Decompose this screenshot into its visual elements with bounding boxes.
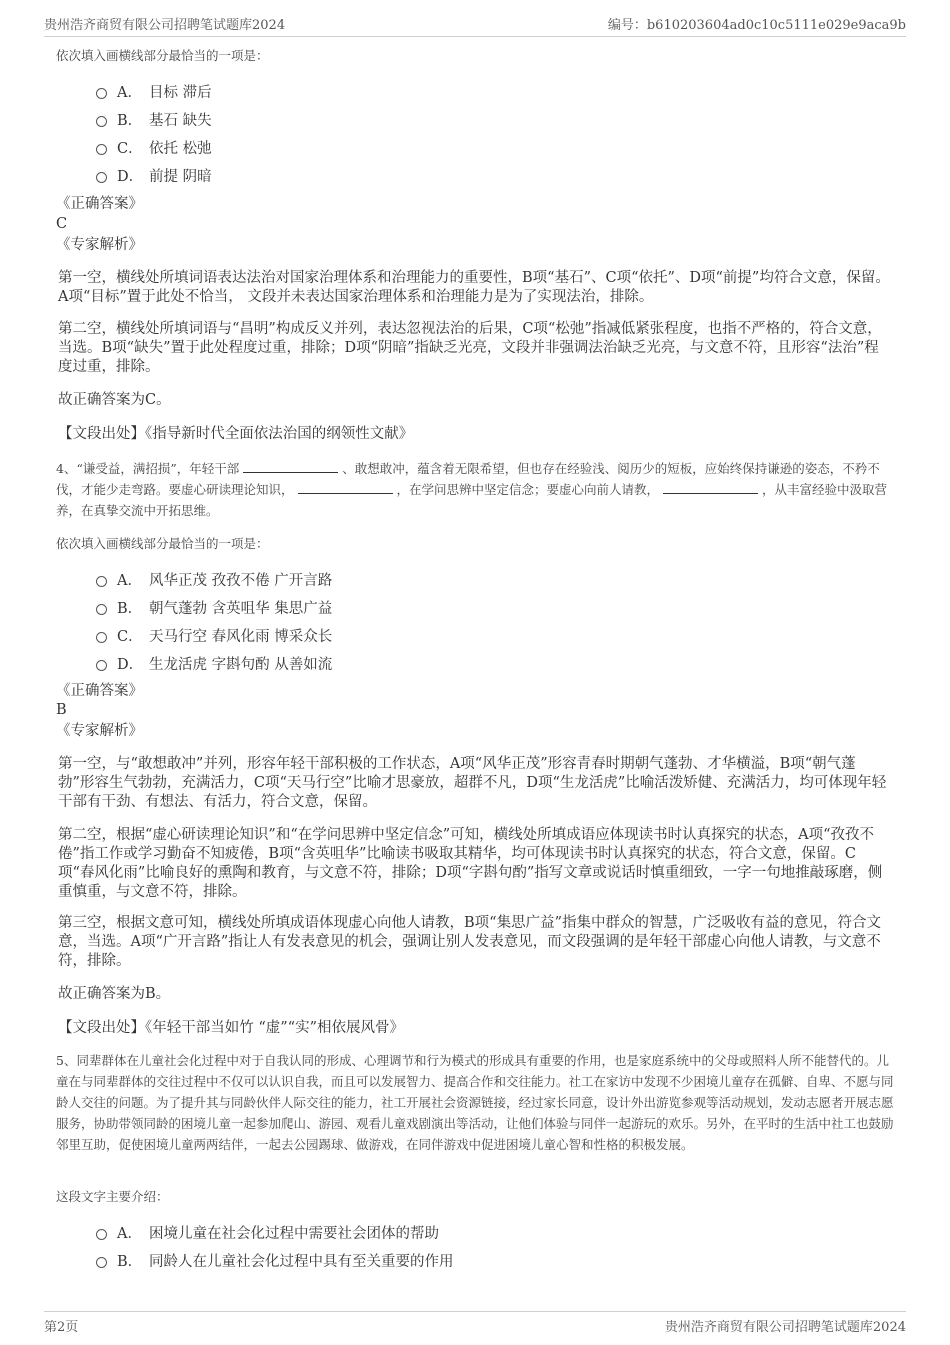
header-title: 贵州浩齐商贸有限公司招聘笔试题库2024 xyxy=(44,18,286,33)
radio-icon[interactable] xyxy=(96,88,107,99)
q5-options xyxy=(96,1218,454,1274)
q3-options xyxy=(96,77,212,189)
radio-icon[interactable] xyxy=(96,172,107,183)
q4-answer-label: 《正确答案》 xyxy=(56,683,143,699)
q4-option-c[interactable]: C． 天马行空 春风化雨 博采众长 xyxy=(96,621,332,649)
q5-option-a[interactable]: A． 困境儿童在社会化过程中需要社会团体的帮助 xyxy=(96,1218,454,1246)
q3-source: 【文段出处】《指导新时代全面依法治国的纲领性文献》 xyxy=(58,426,414,442)
q4-prompt: 依次填入画横线部分最恰当的一项是： xyxy=(56,536,269,551)
radio-icon[interactable] xyxy=(96,660,107,671)
radio-icon[interactable] xyxy=(96,144,107,155)
q3-analysis-para-1: 第一空，横线处所填词语表达法治对国家治理体系和治理能力的重要性，B项“基石”、C项“依托”、D项“前提”均符合文意，保留。A项“目标”置于此处不恰当， 文段并未表达国家治理体系和治理能力是为了实现法治，排除。 xyxy=(58,270,890,305)
q4-analysis-para-2: 第二空，根据“虚心研读理论知识”和“在学问思辨中坚定信念”可知，横线处所填成语应体现读书时认真探究的状态，A项“孜孜不倦”指工作或学习勤奋不知疲倦，B项“含英咀华”比喻读书吸取其精华，均可体现读书时认真探究的状态，符合文意，保留。C项“春风化雨”比喻良好的熏陶和教育，与文意不符，排除；D项“字斟句酌”指写文章或说话时慎重细致，一字一句地推敲琢磨，侧重慎重，与文意不符，排除。 xyxy=(58,827,883,900)
q3-analysis-para-2: 第二空，横线处所填词语与“昌明”构成反义并列，表达忽视法治的后果，C项“松弛”指减低紧张程度，也指不严格的，符合文意，当选。B项“缺失”置于此处程度过重，排除；D项“阴暗”指缺乏光亮，文段并非强调法治缺乏光亮，与文意不符，且形容“法治”程度过重，排除。 xyxy=(58,321,882,375)
q4-option-d[interactable]: D． 生龙活虎 字斟句酌 从善如流 xyxy=(96,649,332,677)
q4-answer: B xyxy=(56,702,67,718)
q3-option-d[interactable]: D． 前提 阴暗 xyxy=(96,161,212,189)
answer-blank-2 xyxy=(298,481,393,494)
q5-option-b[interactable]: B． 同龄人在儿童社会化过程中具有至关重要的作用 xyxy=(96,1246,454,1274)
q3-prompt: 依次填入画横线部分最恰当的一项是： xyxy=(56,48,269,63)
radio-icon[interactable] xyxy=(96,604,107,615)
q3-option-a[interactable]: A． 目标 滞后 xyxy=(96,77,212,105)
radio-icon[interactable] xyxy=(96,1257,107,1268)
answer-blank-1 xyxy=(243,460,338,473)
answer-blank-3 xyxy=(663,481,758,494)
q4-option-b[interactable]: B． 朝气蓬勃 含英咀华 集思广益 xyxy=(96,593,332,621)
q5-prompt: 这段文字主要介绍： xyxy=(56,1189,169,1204)
q4-option-a[interactable]: A． 风华正茂 孜孜不倦 广开言路 xyxy=(96,565,332,593)
page-number: 第2页 xyxy=(44,1320,79,1335)
q3-conclusion: 故正确答案为C。 xyxy=(58,392,171,408)
q3-option-b[interactable]: B． 基石 缺失 xyxy=(96,105,212,133)
page-header xyxy=(44,14,906,37)
page-footer xyxy=(44,1311,906,1334)
q4-analysis-para-3: 第三空，根据文意可知，横线处所填成语体现虚心向他人请教，B项“集思广益”指集中群众的智慧，广泛吸收有益的意见，符合文意，当选。A项“广开言路”指让人有发表意见的机会，强调让别人发表意见，而文段强调的是年轻干部虚心向他人请教，与文意不符，排除。 xyxy=(58,915,881,969)
q3-answer: C xyxy=(56,216,68,232)
document-id: 编号：b610203604ad0c10c5111e029e9aca9b xyxy=(607,18,906,33)
footer-title: 贵州浩齐商贸有限公司招聘笔试题库2024 xyxy=(664,1320,906,1335)
q4-source: 【文段出处】《年轻干部当如竹 “虚”“实”相依展风骨》 xyxy=(58,1020,405,1036)
radio-icon[interactable] xyxy=(96,1229,107,1240)
q4-options xyxy=(96,565,332,677)
radio-icon[interactable] xyxy=(96,576,107,587)
radio-icon[interactable] xyxy=(96,632,107,643)
q4-analysis-para-1: 第一空，与“敢想敢冲”并列，形容年轻干部积极的工作状态，A项“风华正茂”形容青春时期朝气蓬勃、才华横溢，B项“朝气蓬勃”形容生气勃勃，充满活力，C项“天马行空”比喻才思豪放，超群不凡，D项“生龙活虎”比喻活泼矫健、充满活力，均可体现年轻干部有干劲、有想法、有活力，符合文意，保留。 xyxy=(58,756,887,810)
q3-option-c[interactable]: C． 依托 松弛 xyxy=(96,133,212,161)
q4-text: 4、“谦受益，满招损”，年轻干部 、敢想敢冲，蕴含着无限希望，但也存在经验浅、阅历少的短板，应始终保持谦逊的姿态，不矜不伐，才能少走弯路。要虚心研读理论知识， ，在学问思辨中坚定信念；要虚心向前人请教， ，从丰富经验中汲取营养，在真挚交流中开拓思维。 xyxy=(56,461,888,518)
q3-answer-label: 《正确答案》 xyxy=(56,196,143,212)
q4-analysis-label: 《专家解析》 xyxy=(56,723,143,739)
q5-text: 5、同辈群体在儿童社会化过程中对于自我认同的形成、心理调节和行为模式的形成具有重要的作用，也是家庭系统中的父母或照料人所不能替代的。儿童在与同辈群体的交往过程中不仅可以认识自我，而且可以发展智力、提高合作和交往能力。社工在家访中发现不少困境儿童存在孤僻、自卑、不愿与同龄人交往的问题。为了提升其与同龄伙伴人际交往的能力，社工开展社会资源链接，经过家长同意，设计外出游览参观等活动规划，发动志愿者开展志愿服务，协助带领同龄的困境儿童一起参加爬山、游园、观看儿童戏剧演出等活动，让他们体验与同伴一起游玩的欢乐。另外，在平时的生活中社工也鼓励邻里互助，促使困境儿童两两结伴，一起去公园踢球、做游戏，在同伴游戏中促进困境儿童心智和性格的积极发展。 xyxy=(56,1053,894,1152)
q4-conclusion: 故正确答案为B。 xyxy=(58,986,171,1002)
radio-icon[interactable] xyxy=(96,116,107,127)
q3-analysis-label: 《专家解析》 xyxy=(56,237,143,253)
